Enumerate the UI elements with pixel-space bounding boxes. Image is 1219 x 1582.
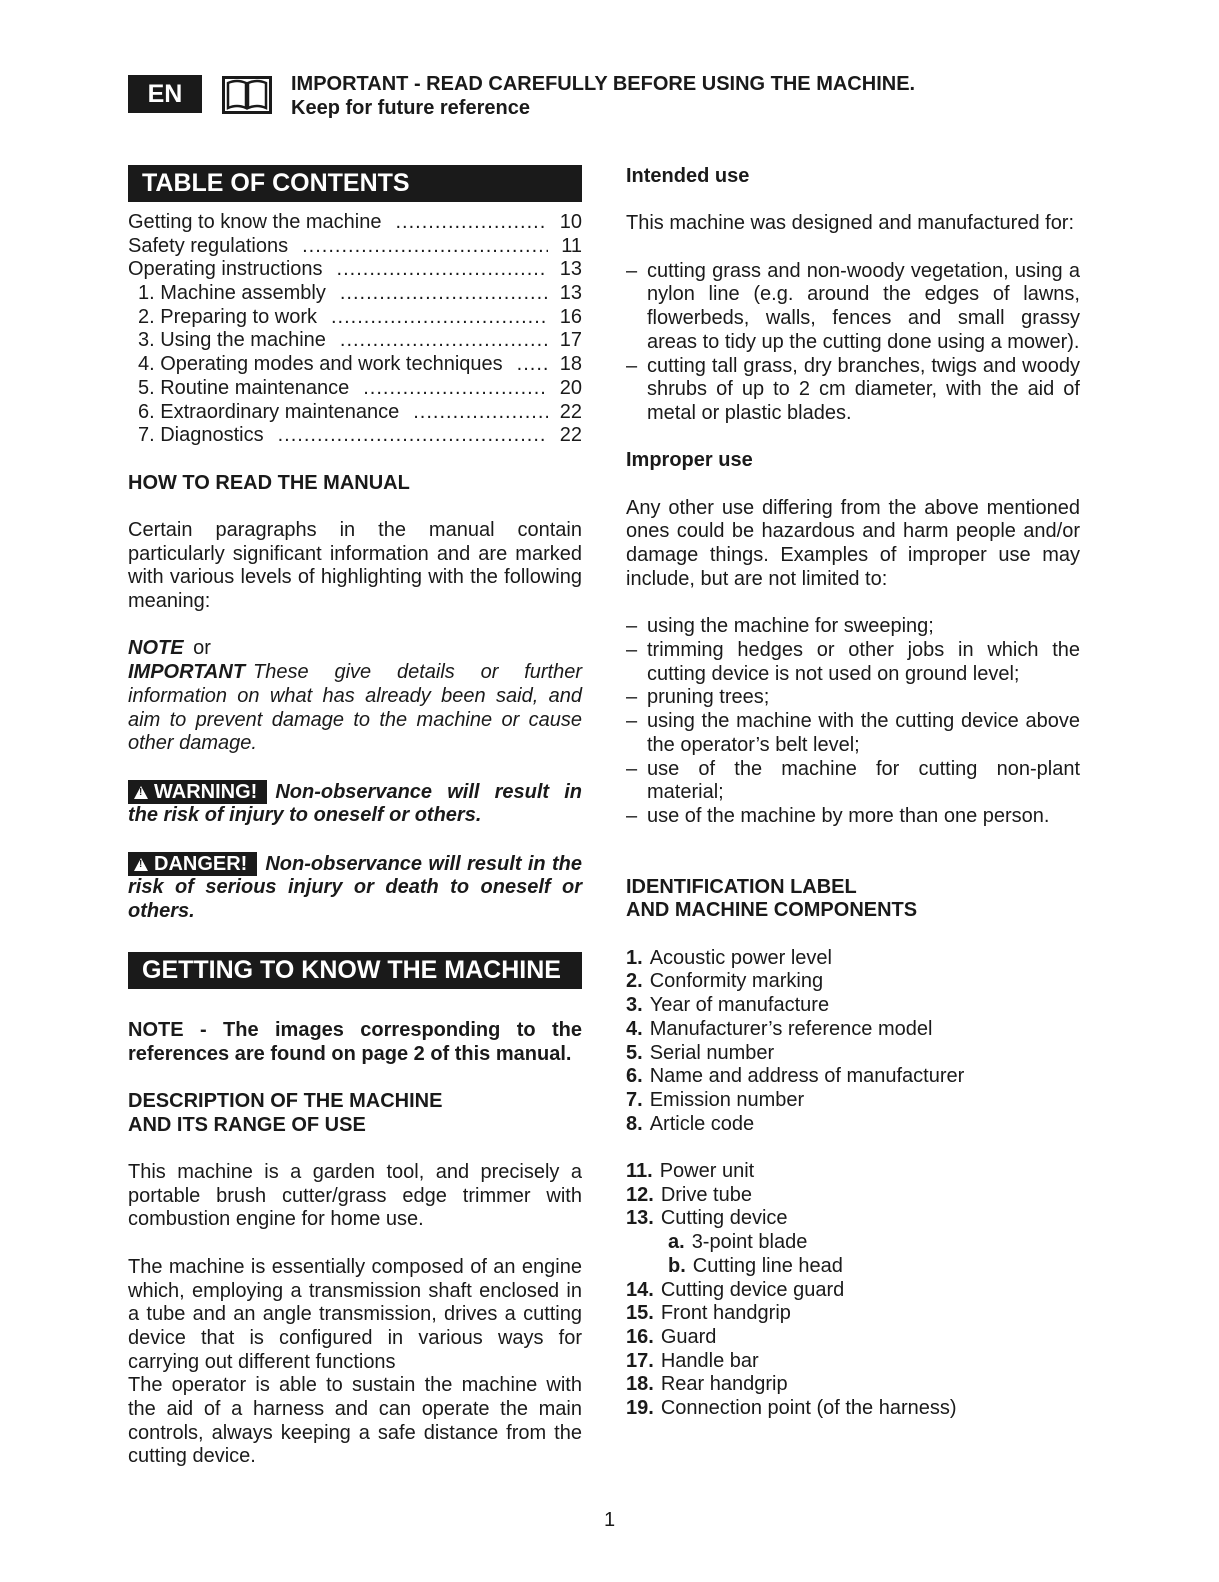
list-item: – trimming hedges or other jobs in which the cutting device is not used on ground level;	[626, 639, 1080, 686]
toc-dot-leader	[331, 306, 548, 330]
left-column	[128, 165, 582, 1469]
component-text: Guard	[660, 1325, 717, 1348]
component-item	[626, 1373, 1080, 1397]
note-or: or	[193, 637, 211, 660]
list-item: – using the machine for sweeping;	[626, 615, 1080, 639]
component-number: 6.	[626, 1065, 643, 1088]
component-number: 17.	[626, 1349, 654, 1372]
warning-text: Non-observance will result in the risk of injury to oneself or others.	[128, 780, 582, 827]
toc-dot-leader	[340, 329, 548, 353]
component-item	[626, 1255, 1080, 1279]
toc-dot-leader	[413, 401, 548, 425]
table-of-contents	[128, 211, 582, 448]
improper-use-list	[626, 615, 1080, 828]
identification-heading-2: AND MACHINE COMPONENTS	[626, 899, 918, 922]
component-text: Cutting device guard	[660, 1278, 845, 1301]
danger-label: DANGER!	[154, 852, 248, 875]
toc-entry-page: 10	[559, 211, 582, 233]
component-text: Rear handgrip	[660, 1373, 788, 1396]
toc-dot-leader	[395, 211, 548, 235]
component-number: 3.	[626, 994, 643, 1017]
toc-entry-page: 13	[559, 282, 582, 305]
toc-entry	[128, 282, 582, 306]
description-paragraph-1: This machine is a garden tool, and precisely a portable brush cutter/grass edge trimmer with combustion engine for home use.	[128, 1161, 582, 1231]
component-text: Manufacturer’s reference model	[649, 1017, 933, 1040]
component-text: 3-point blade	[691, 1231, 808, 1254]
component-number: 18.	[626, 1373, 654, 1396]
toc-entry	[128, 329, 582, 353]
page-number: 1	[603, 1509, 616, 1531]
toc-entry	[128, 377, 582, 401]
danger-triangle-icon	[134, 858, 148, 871]
description-paragraph-2: The machine is essentially composed of an engine which, employing a transmission shaft enclosed in a tube and an angle transmission, drives a cutting device that is configured in various ways for carrying out different functions	[128, 1255, 582, 1373]
component-number: 15.	[626, 1302, 654, 1325]
toc-entry	[128, 306, 582, 330]
component-text: Power unit	[659, 1160, 755, 1183]
toc-dot-leader	[363, 377, 548, 401]
note-label: NOTE	[128, 637, 184, 660]
component-number: 4.	[626, 1017, 643, 1040]
component-item	[626, 1160, 1080, 1184]
toc-dot-leader	[340, 282, 548, 306]
note-line	[128, 637, 582, 661]
toc-entry-page: 13	[559, 258, 582, 281]
list-item: – use of the machine by more than one person.	[626, 805, 1080, 829]
toc-entry-page: 22	[559, 424, 582, 447]
component-text: Cutting line head	[692, 1254, 843, 1277]
toc-entry-label: 2. Preparing to work	[138, 305, 317, 328]
toc-dot-leader	[278, 424, 548, 448]
component-item	[626, 1042, 1080, 1066]
component-item	[626, 1184, 1080, 1208]
component-number: 14.	[626, 1278, 654, 1301]
description-paragraph-3: The operator is able to sustain the machine with the aid of a harness and can operate the main controls, always keeping a safe distance from the cutting device.	[128, 1374, 582, 1468]
component-number: 11.	[626, 1160, 653, 1183]
open-book-icon	[222, 76, 272, 114]
machine-components-list	[626, 1160, 1080, 1421]
list-item: – cutting grass and non-woody vegetation, using a nylon line (e.g. around the edges of lawns, flowerbeds, walls, fences and small grassy areas to tidy up the cutting done using a mower).	[626, 260, 1080, 355]
list-item: – pruning trees;	[626, 686, 1080, 710]
right-column	[626, 165, 1080, 1421]
component-number: 12.	[626, 1183, 654, 1206]
danger-paragraph	[128, 852, 582, 924]
component-number: 8.	[626, 1112, 643, 1135]
language-badge: EN	[128, 75, 202, 113]
component-number: 13.	[626, 1207, 654, 1230]
component-number: 7.	[626, 1088, 643, 1111]
toc-entry-label: 1. Machine assembly	[138, 282, 326, 305]
toc-entry	[128, 235, 582, 259]
component-text: Acoustic power level	[649, 946, 832, 969]
toc-dot-leader	[337, 258, 548, 282]
component-text: Emission number	[649, 1088, 805, 1111]
component-item	[626, 1350, 1080, 1374]
toc-entry	[128, 211, 582, 235]
list-item: – cutting tall grass, dry branches, twigs and woody shrubs of up to 2 cm diameter, with the aid of metal or plastic blades.	[626, 355, 1080, 426]
identification-label-list	[626, 947, 1080, 1137]
header-line-1: IMPORTANT - READ CAREFULLY BEFORE USING THE MACHINE.	[291, 73, 916, 95]
toc-dot-leader	[517, 353, 548, 377]
component-text: Article code	[649, 1112, 755, 1135]
warning-label: WARNING!	[154, 780, 258, 803]
header-line-2: Keep for future reference	[291, 97, 530, 119]
component-number: 2.	[626, 970, 643, 993]
danger-text: Non-observance will result in the risk of serious injury or death to oneself or others.	[128, 852, 582, 923]
images-note: NOTE - The images corresponding to the references are found on page 2 of this manual.	[128, 1018, 582, 1065]
component-text: Cutting device	[660, 1207, 788, 1230]
how-to-read-heading: HOW TO READ THE MANUAL	[128, 471, 410, 494]
getting-to-know-title: GETTING TO KNOW THE MACHINE	[128, 952, 582, 989]
description-heading-2: AND ITS RANGE OF USE	[128, 1113, 366, 1136]
component-text: Conformity marking	[649, 970, 824, 993]
toc-entry-label: 4. Operating modes and work techniques	[138, 353, 503, 376]
toc-entry-label: 3. Using the machine	[138, 329, 326, 352]
toc-dot-leader	[302, 235, 548, 259]
component-number: 16.	[626, 1325, 654, 1348]
toc-entry	[128, 401, 582, 425]
component-number: 5.	[626, 1041, 643, 1064]
component-item	[626, 1326, 1080, 1350]
important-text: These give details or further information on what has already been said, and aim to prevent damage to the machine or cause other damage.	[128, 661, 582, 755]
toc-entry-page: 16	[559, 305, 582, 328]
component-text: Handle bar	[660, 1349, 759, 1372]
component-text: Serial number	[649, 1041, 775, 1064]
identification-heading-1: IDENTIFICATION LABEL	[626, 875, 857, 898]
danger-badge	[128, 852, 257, 876]
warning-paragraph	[128, 780, 582, 828]
toc-entry-label: 7. Diagnostics	[138, 424, 264, 447]
toc-entry-label: Operating instructions	[128, 258, 323, 281]
toc-title: TABLE OF CONTENTS	[128, 165, 582, 202]
component-item	[626, 1018, 1080, 1042]
component-item	[626, 1231, 1080, 1255]
list-item: – using the machine with the cutting device above the operator’s belt level;	[626, 710, 1080, 757]
component-text: Drive tube	[660, 1183, 752, 1206]
component-item	[626, 994, 1080, 1018]
toc-entry-label: Getting to know the machine	[128, 211, 382, 233]
header-notice	[291, 72, 915, 120]
toc-entry-page: 11	[561, 234, 582, 257]
toc-entry	[128, 353, 582, 377]
warning-triangle-icon	[134, 786, 148, 799]
important-label: IMPORTANT	[128, 661, 246, 684]
toc-entry	[128, 258, 582, 282]
how-to-read-paragraph: Certain paragraphs in the manual contain particularly significant information and are marked with various levels of highlighting with the following meaning:	[128, 518, 582, 613]
component-item	[626, 1302, 1080, 1326]
warning-badge	[128, 780, 267, 804]
toc-entry	[128, 424, 582, 448]
toc-entry-label: Safety regulations	[128, 234, 289, 257]
component-item	[626, 1065, 1080, 1089]
intended-use-heading: Intended use	[626, 165, 750, 187]
intended-use-list	[626, 260, 1080, 426]
component-item	[626, 947, 1080, 971]
toc-entry-page: 18	[559, 353, 582, 376]
important-paragraph	[128, 661, 582, 756]
component-item	[626, 970, 1080, 994]
improper-use-heading: Improper use	[626, 449, 753, 472]
description-heading-1: DESCRIPTION OF THE MACHINE	[128, 1089, 443, 1112]
toc-entry-page: 22	[559, 400, 582, 423]
component-text: Front handgrip	[660, 1302, 791, 1325]
intended-use-intro: This machine was designed and manufactured for:	[626, 212, 1075, 235]
toc-entry-page: 17	[559, 329, 582, 352]
component-item	[626, 1207, 1080, 1231]
component-item	[626, 1089, 1080, 1113]
component-item	[626, 1113, 1080, 1137]
component-item	[626, 1397, 1080, 1421]
improper-use-intro: Any other use differing from the above mentioned ones could be hazardous and harm people and/or damage things. Examples of improper use may include, but are not limited to:	[626, 496, 1080, 590]
toc-entry-page: 20	[559, 376, 582, 399]
list-item: – use of the machine for cutting non-plant material;	[626, 758, 1080, 805]
toc-entry-label: 5. Routine maintenance	[138, 376, 350, 399]
component-text: Connection point (of the harness)	[660, 1397, 957, 1420]
component-number: 19.	[626, 1397, 654, 1420]
component-text: Year of manufacture	[649, 994, 830, 1017]
component-number: a.	[668, 1231, 685, 1254]
component-number: b.	[668, 1254, 686, 1277]
component-item	[626, 1279, 1080, 1303]
component-number: 1.	[626, 946, 643, 969]
toc-entry-label: 6. Extraordinary maintenance	[138, 400, 400, 423]
component-text: Name and address of manufacturer	[649, 1065, 965, 1088]
